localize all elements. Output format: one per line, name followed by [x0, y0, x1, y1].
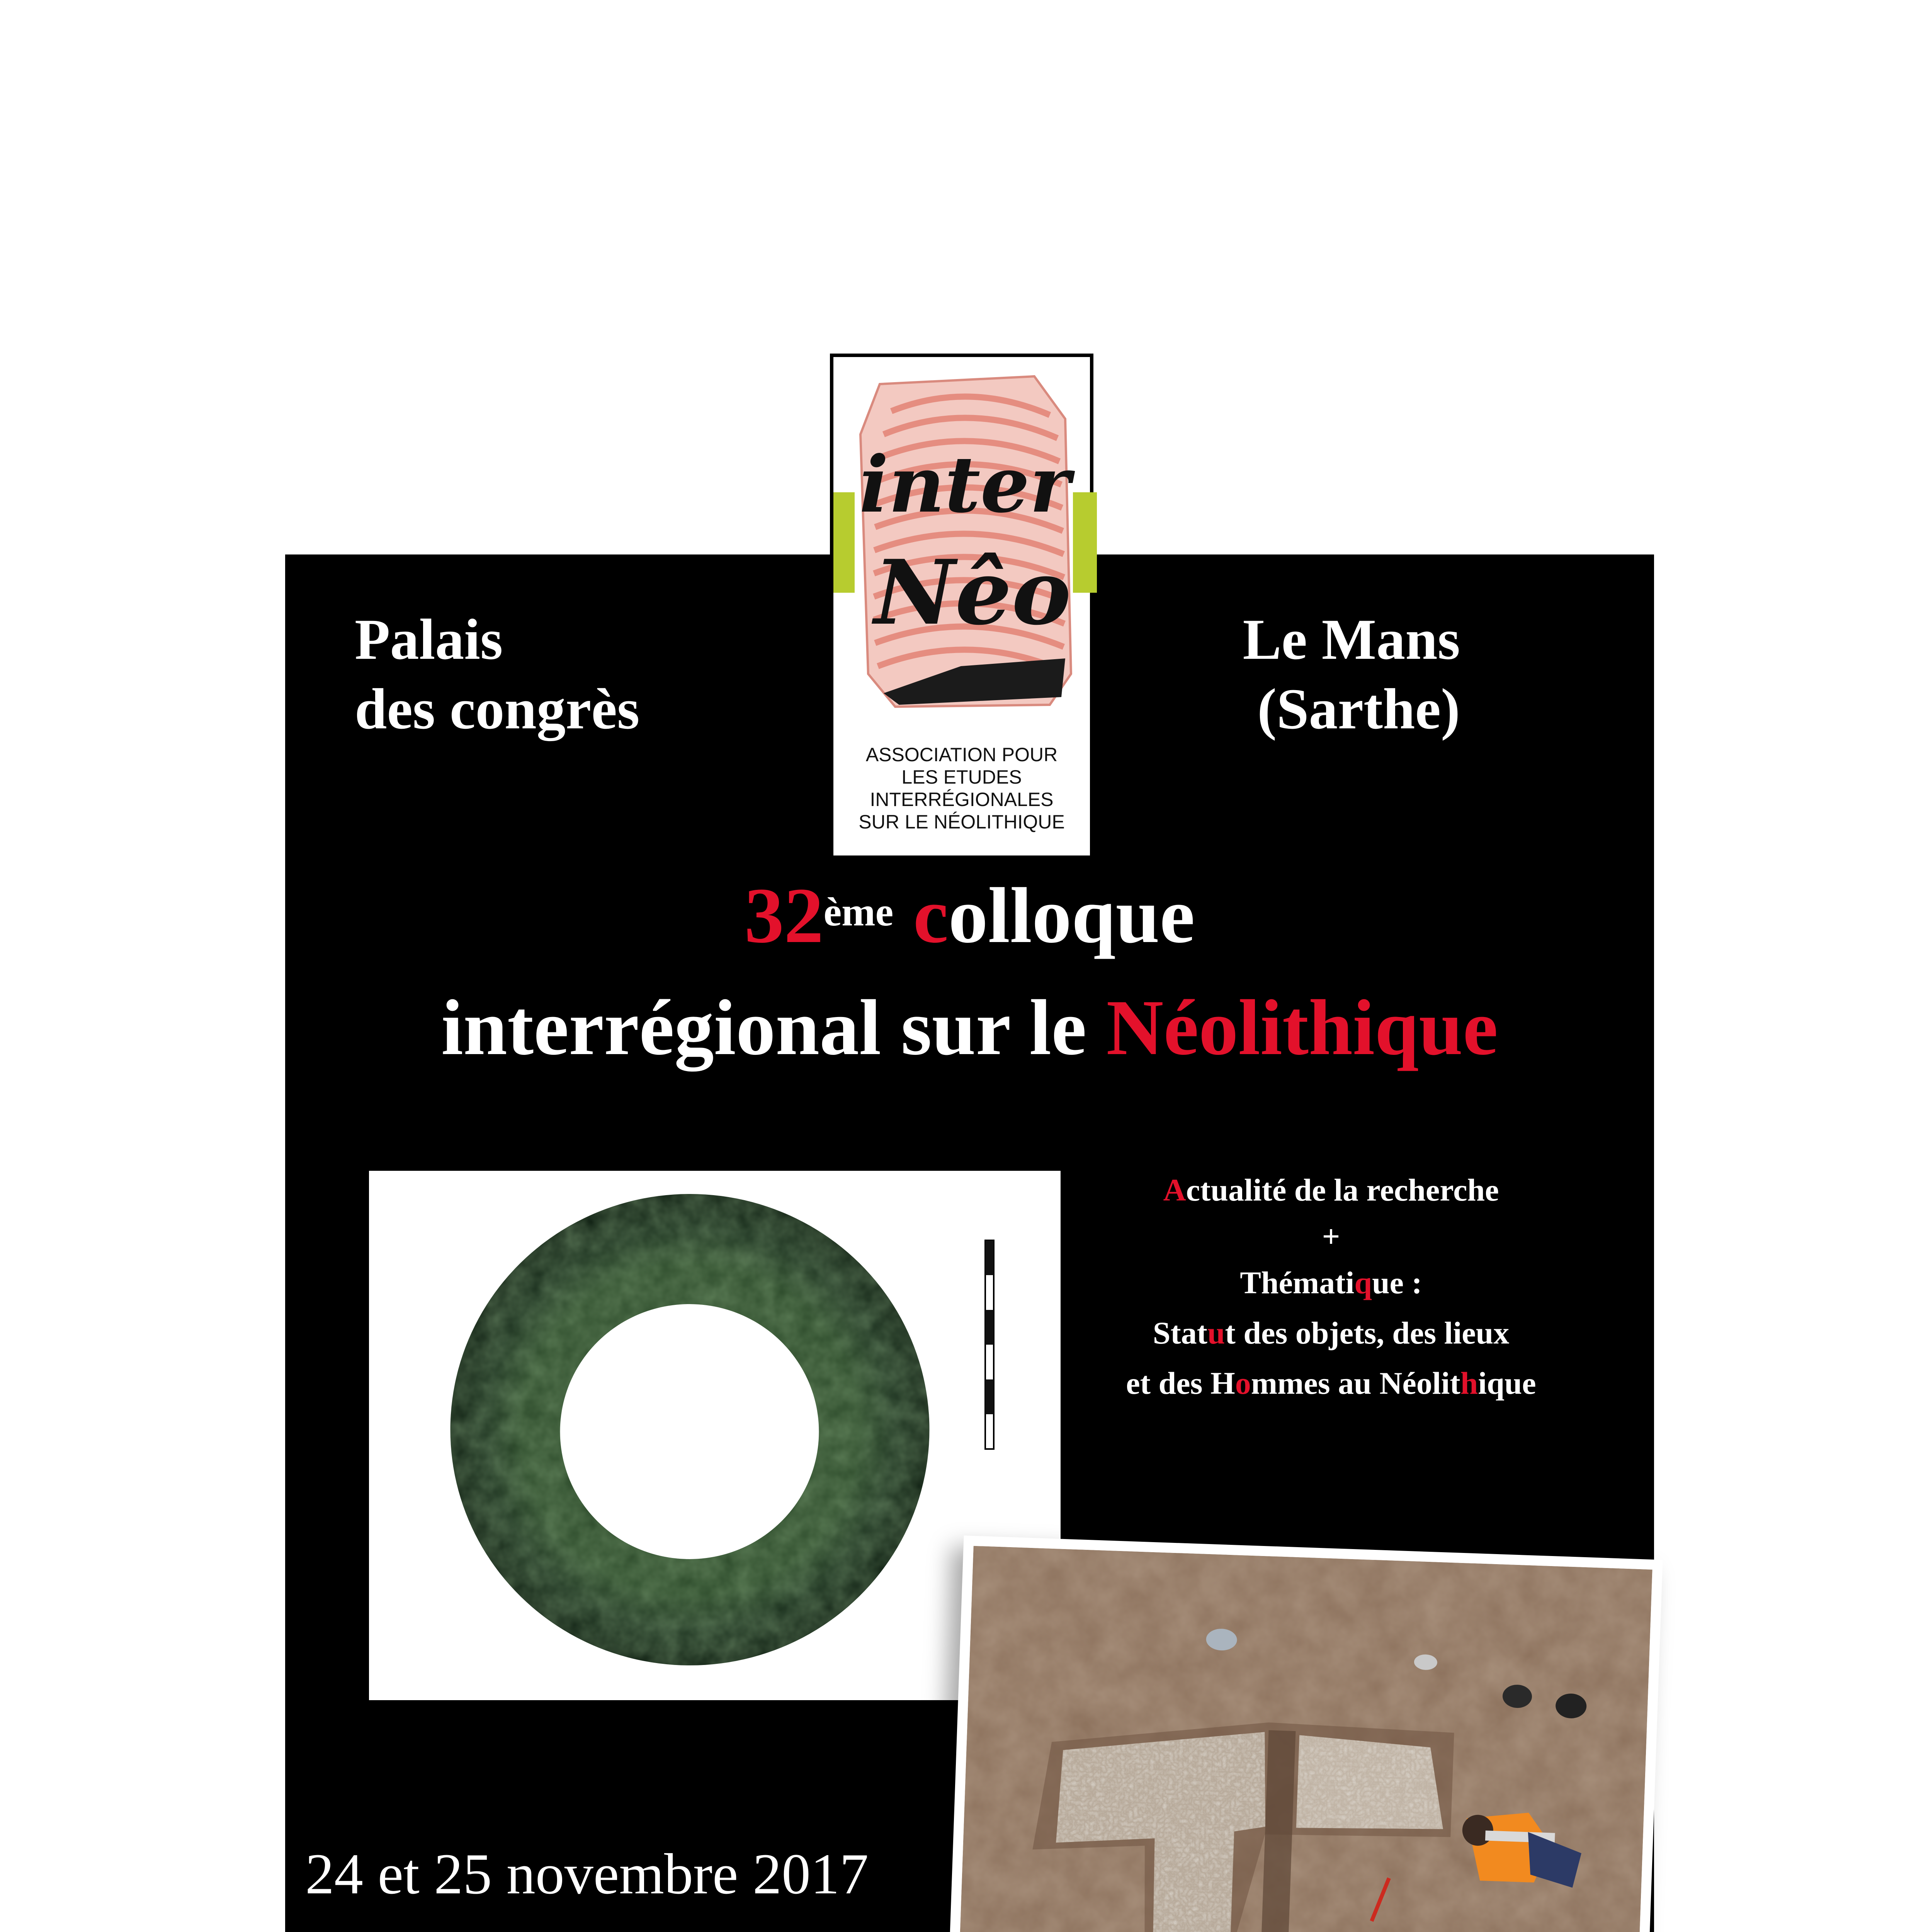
theme-line3: Statut des objets, des lieux — [1153, 1315, 1510, 1350]
venue-city: Le Mans (Sarthe) — [1243, 607, 1460, 741]
theme-line4: et des Hommes au Néolithique — [1126, 1366, 1536, 1401]
jade-ring-photo — [369, 1171, 1061, 1700]
logo-caption: ASSOCIATION POUR LES ETUDES INTERRÉGIONALES SUR LE NÉOLITHIQUE — [859, 744, 1065, 833]
logo-name-line2: Nêo — [874, 541, 1071, 645]
excavation-photo — [945, 1536, 1663, 1932]
theme-line1: Actualité de la recherche — [1163, 1172, 1499, 1208]
event-date: 24 et 25 novembre 2017 — [305, 1842, 869, 1906]
venue-name: Palais des congrès — [355, 607, 640, 741]
event-title-line1: 32ème colloque — [744, 872, 1195, 959]
theme-line2: Thématique : — [1240, 1265, 1422, 1300]
theme-plus: + — [1322, 1219, 1340, 1254]
event-title-line2: interrégional sur le Néolithique — [441, 984, 1498, 1071]
logo-name-line1: inter — [859, 439, 1071, 530]
internéo-logo — [830, 354, 1093, 859]
